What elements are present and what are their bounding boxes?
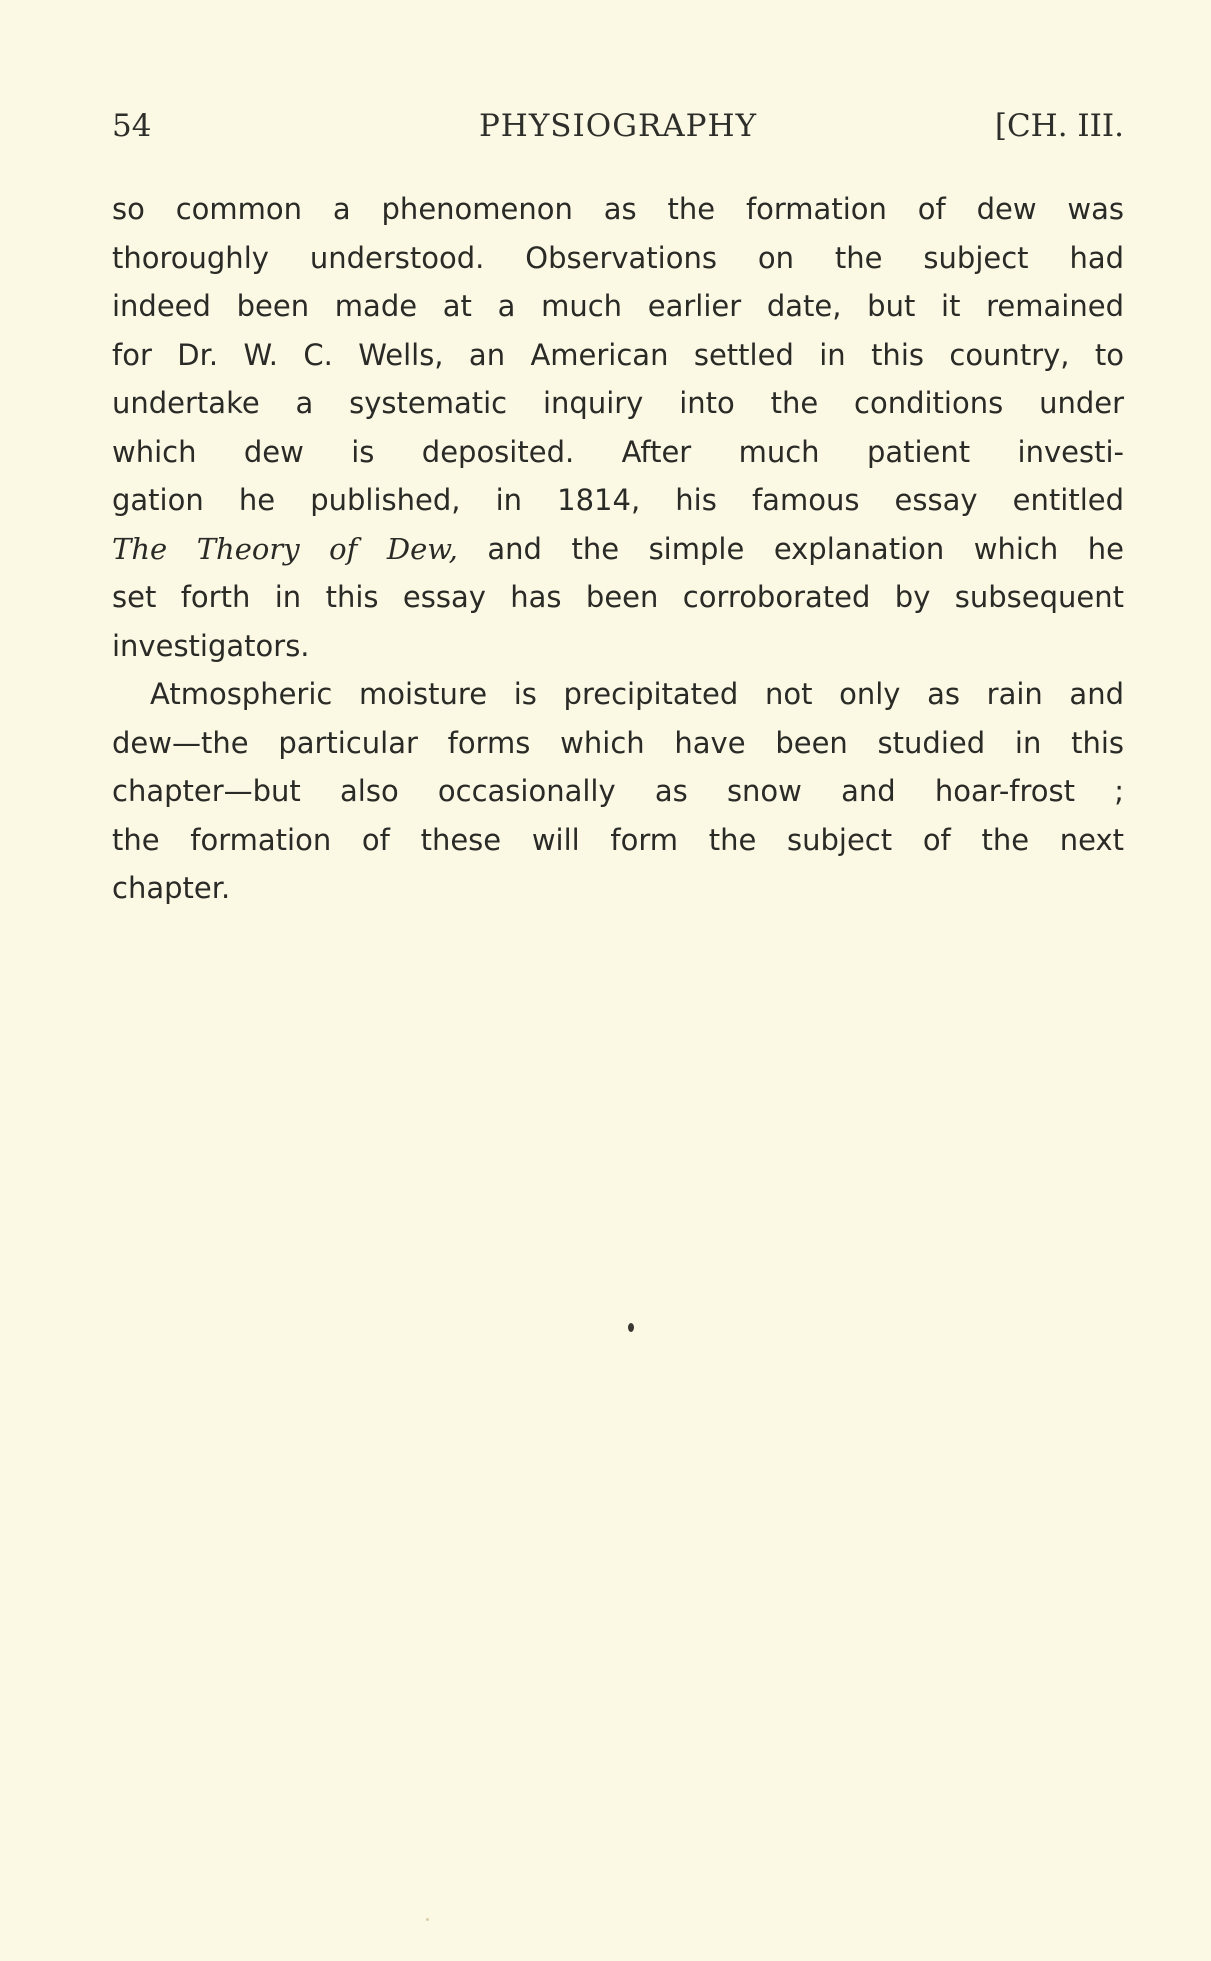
page-number: 54 — [112, 108, 152, 144]
text-fragment: and the simple explanation which he — [487, 531, 1124, 566]
text-line: the formation of these will form the subject of the next — [112, 822, 1124, 857]
paragraph-2 — [112, 670, 1124, 913]
paragraph-1 — [112, 185, 1124, 670]
page-header — [112, 108, 1124, 154]
text-line: gation he published, in 1814, his famous essay entitled — [112, 483, 1124, 517]
text-line: undertake a systematic inquiry into the conditions under — [112, 386, 1124, 420]
essay-title: The Theory of Dew, — [112, 531, 458, 566]
text-line — [112, 525, 1124, 574]
text-line: set forth in this essay has been corroborated by subsequent — [112, 580, 1124, 614]
text-line: dew—the particular forms which have been studied in this — [112, 725, 1124, 760]
text-line: thoroughly understood. Observations on the subject had — [112, 240, 1124, 275]
text-line: chapter. — [112, 871, 231, 905]
body-text — [112, 185, 1124, 913]
text-line: Atmospheric moisture is precipitated not only as rain and — [150, 677, 1124, 711]
text-line: which dew is deposited. After much patient investi- — [112, 434, 1124, 469]
ink-speck — [426, 1918, 429, 1921]
text-line: investigators. — [112, 628, 310, 663]
text-line: indeed been made at a much earlier date, but it remained — [112, 289, 1124, 323]
text-line: for Dr. W. C. Wells, an American settled in this country, to — [112, 337, 1124, 372]
running-title: PHYSIOGRAPHY — [478, 108, 758, 144]
text-line: so common a phenomenon as the formation of dew was — [112, 192, 1124, 226]
ink-speck — [628, 1323, 634, 1332]
text-line: chapter—but also occasionally as snow and hoar-frost ; — [112, 774, 1124, 808]
chapter-reference: [CH. III. — [994, 108, 1124, 144]
